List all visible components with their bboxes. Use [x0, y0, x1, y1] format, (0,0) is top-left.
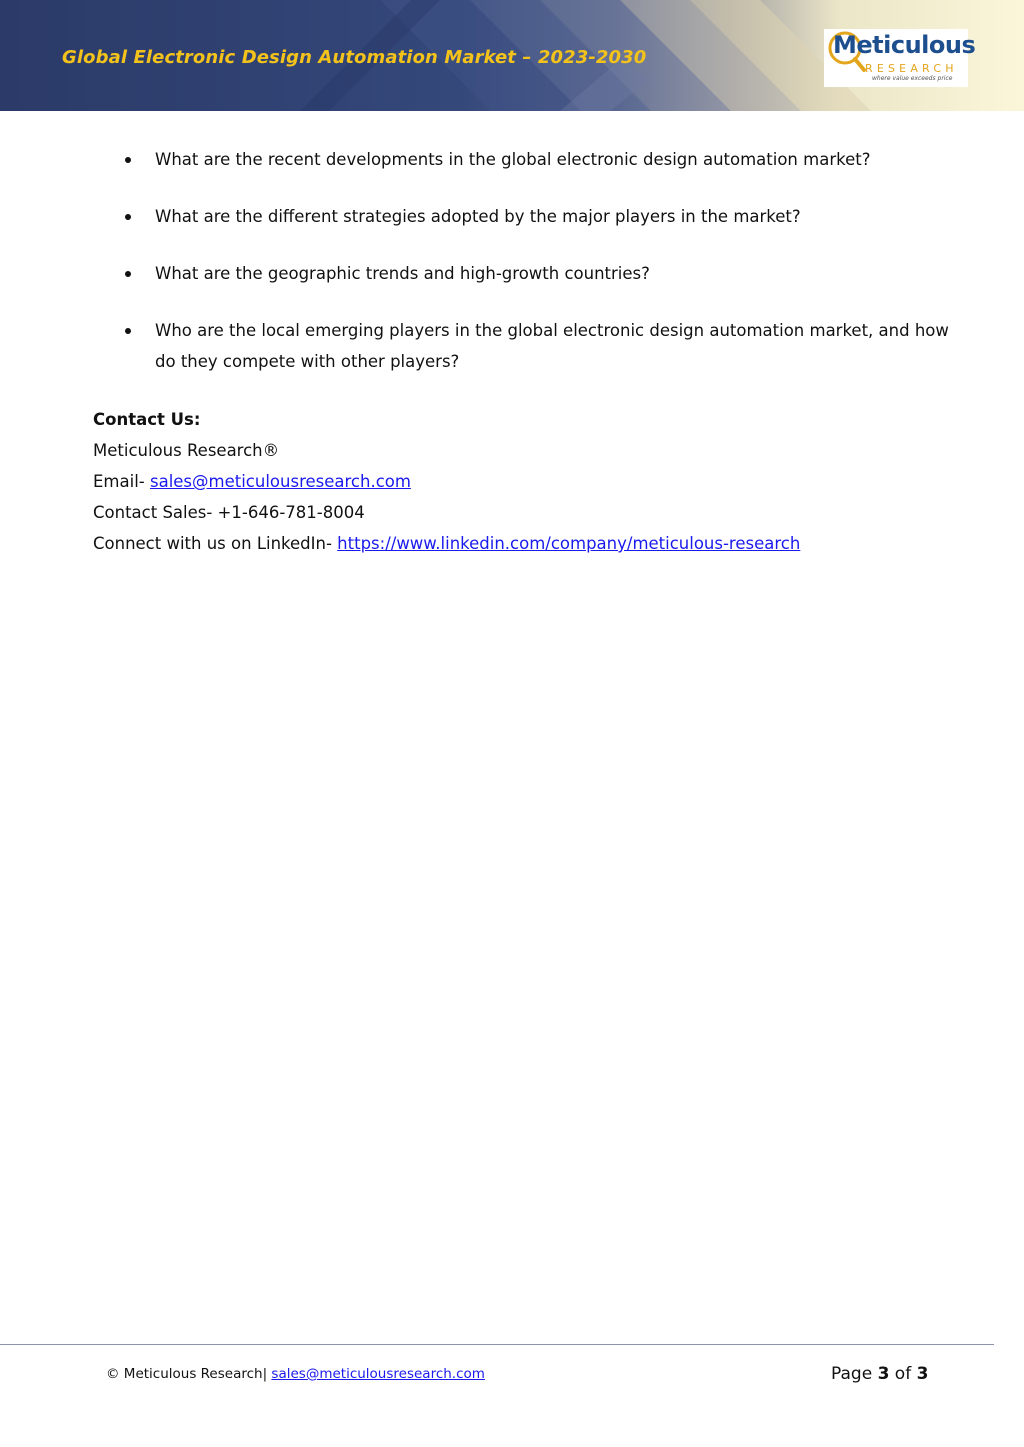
report-title: Global Electronic Design Automation Market – 2023-2030	[62, 47, 647, 68]
list-item	[93, 144, 953, 175]
page-number	[831, 1364, 928, 1384]
logo-wordmark: Meticulous	[833, 31, 976, 59]
company-name: Meticulous Research®	[93, 441, 280, 460]
linkedin-link[interactable]: https://www.linkedin.com/company/meticulous-research	[337, 534, 801, 553]
email-link[interactable]: sales@meticulousresearch.com	[149, 472, 411, 491]
bullet-icon	[125, 328, 131, 334]
footer-email-link[interactable]: sales@meticulousresearch.com	[271, 1366, 485, 1382]
page-of: of	[889, 1364, 917, 1384]
footer	[106, 1366, 485, 1382]
question-list	[93, 144, 953, 403]
contact-heading: Contact Us:	[93, 410, 201, 429]
list-item-text: What are the recent developments in the global electronic design automation market?	[155, 150, 871, 169]
bullet-icon	[125, 157, 131, 163]
page-current: 3	[877, 1364, 890, 1384]
bullet-icon	[125, 214, 131, 220]
meticulous-research-logo	[824, 29, 976, 87]
logo-subtitle: RESEARCH	[865, 62, 958, 75]
page-prefix: Page	[831, 1364, 878, 1384]
contact-sales: Contact Sales- +1-646-781-8004	[93, 503, 365, 522]
list-item	[93, 201, 953, 232]
email-line	[93, 466, 973, 497]
list-item	[93, 315, 953, 377]
footer-copyright: © Meticulous Research|	[106, 1366, 272, 1382]
bullet-icon	[125, 271, 131, 277]
linkedin-label: Connect with us on LinkedIn-	[93, 534, 338, 553]
linkedin-line	[93, 528, 973, 559]
logo-tagline: where value exceeds price	[872, 75, 953, 82]
page-total: 3	[916, 1364, 929, 1384]
header-banner	[0, 0, 1024, 111]
contact-section	[93, 404, 973, 559]
list-item-text: What are the different strategies adopted by the major players in the market?	[155, 207, 801, 226]
list-item-text: Who are the local emerging players in the global electronic design automation market, and how do they compete with other players?	[155, 321, 949, 371]
email-label: Email-	[93, 472, 150, 491]
list-item	[93, 258, 953, 289]
footer-divider	[0, 1344, 994, 1345]
list-item-text: What are the geographic trends and high-growth countries?	[155, 264, 650, 283]
